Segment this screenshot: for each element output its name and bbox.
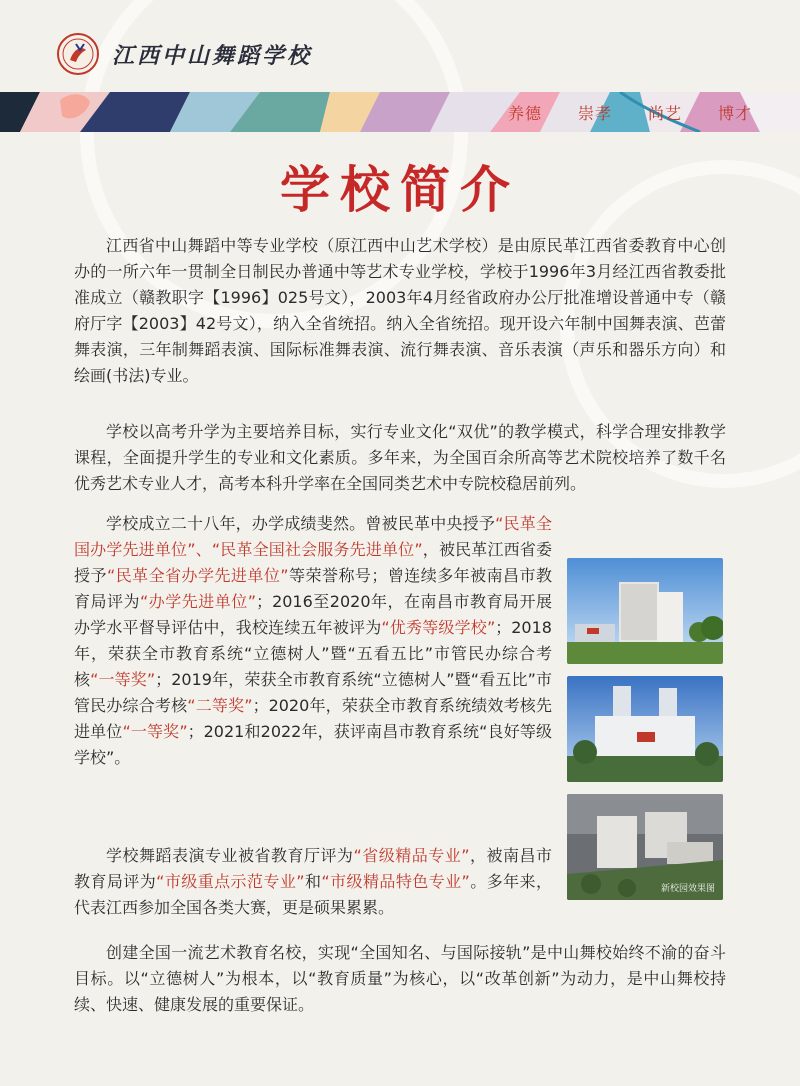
intro-paragraph-1: 江西省中山舞蹈中等专业学校（原江西中山艺术学校）是由原民革江西省委教育中心创办的一所六年一贯制全日制民办普通中等艺术专业学校，学校于1996年3月经江西省教委批准成立（赣教职字【1996】025号文），2003年4月经省政府办公厅批准增设普通中专（赣府厅字【2003】42号文），纳入全省统招。纳入全省统招。现开设六年制中国舞表演、芭蕾舞表演，三年制舞蹈表演、国际标准舞表演、流行舞表演、音乐表演（声乐和器乐方向）和绘画(书法)专业。 bbox=[74, 236, 726, 385]
campus-photo-1 bbox=[567, 558, 723, 664]
motto-item: 养德 bbox=[507, 103, 542, 123]
honor-highlight: “优秀等级学校” bbox=[381, 618, 496, 637]
paragraph-text: 学校成立二十八年，办学成绩斐然。曾被民革中央授予 bbox=[106, 514, 496, 533]
school-motto bbox=[508, 92, 752, 132]
honor-highlight: “省级精品专业” bbox=[353, 846, 470, 865]
school-emblem-icon bbox=[56, 32, 100, 76]
paragraph-text: ；2018年，荣获全市教育系统“立德树人”暨“五看五比”市管民办综合考核 bbox=[74, 618, 552, 689]
honor-highlight: “市级重点示范专业” bbox=[156, 872, 305, 891]
page-title: 学校简介 bbox=[280, 160, 520, 219]
honor-highlight: “市级精品特色专业” bbox=[321, 872, 470, 891]
paragraph-text: ；2019年，荣获全市教育系统“立德树人”暨“看五比”市管民办综合考核 bbox=[74, 670, 552, 715]
paragraph-text: 。多年来，代表江西参加全国各类大赛，更是硕果累累。 bbox=[74, 872, 552, 917]
intro-paragraph-3 bbox=[74, 511, 552, 771]
paragraph-text: ，被南昌市教育局评为 bbox=[74, 846, 552, 891]
paragraph-text: 和 bbox=[304, 872, 322, 891]
honor-highlight: “二等奖” bbox=[187, 696, 253, 715]
honor-highlight: “一等奖” bbox=[90, 670, 156, 689]
paragraph-text: ；2016至2020年，在南昌市教育局开展办学水平督导评估中，我校连续五年被评为 bbox=[74, 592, 552, 637]
motto-item: 崇孝 bbox=[577, 103, 612, 123]
paragraph-text: 等荣誉称号；曾连续多年被南昌市教育局评为 bbox=[74, 566, 552, 611]
honor-highlight: “民革全国办学先进单位”、“民革全国社会服务先进单位” bbox=[74, 514, 552, 559]
paragraph-text: ；2020年，荣获全市教育系统绩效考核先进单位 bbox=[74, 696, 552, 741]
honor-highlight: “办学先进单位” bbox=[140, 592, 257, 611]
school-name: 江西中山舞蹈学校 bbox=[112, 42, 313, 69]
photo-caption: 新校园效果图 bbox=[660, 884, 715, 894]
motto-item: 尚艺 bbox=[647, 103, 682, 123]
intro-paragraph-5: 创建全国一流艺术教育名校，实现“全国知名、与国际接轨”是中山舞校始终不渝的奋斗目标。以“立德树人”为根本，以“教育质量”为核心，以“改革创新”为动力，是中山舞校持续、快速、健康发展的重要保证。 bbox=[74, 943, 726, 1014]
motto-item: 博才 bbox=[717, 103, 752, 123]
honor-highlight: “一等奖” bbox=[122, 722, 188, 741]
campus-photo-3 bbox=[567, 794, 723, 900]
campus-photo-2 bbox=[567, 676, 723, 782]
paragraph-text: ，被民革江西省委授予 bbox=[74, 540, 552, 585]
intro-paragraph-4 bbox=[74, 843, 552, 921]
paragraph-text: 学校舞蹈表演专业被省教育厅评为 bbox=[106, 846, 354, 865]
paragraph-text: ；2021和2022年，获评南昌市教育系统“良好等级学校”。 bbox=[74, 722, 552, 767]
header-banner bbox=[0, 92, 800, 132]
school-logo bbox=[56, 30, 312, 78]
intro-paragraph-2: 学校以高考升学为主要培养目标，实行专业文化“双优”的教学模式，科学合理安排教学课程，全面提升学生的专业和文化素质。多年来，为全国百余所高等艺术院校培养了数千名优秀艺术专业人才，高考本科升学率在全国同类艺术中专院校稳居前列。 bbox=[74, 422, 726, 493]
honor-highlight: “民革全省办学先进单位” bbox=[106, 566, 289, 585]
